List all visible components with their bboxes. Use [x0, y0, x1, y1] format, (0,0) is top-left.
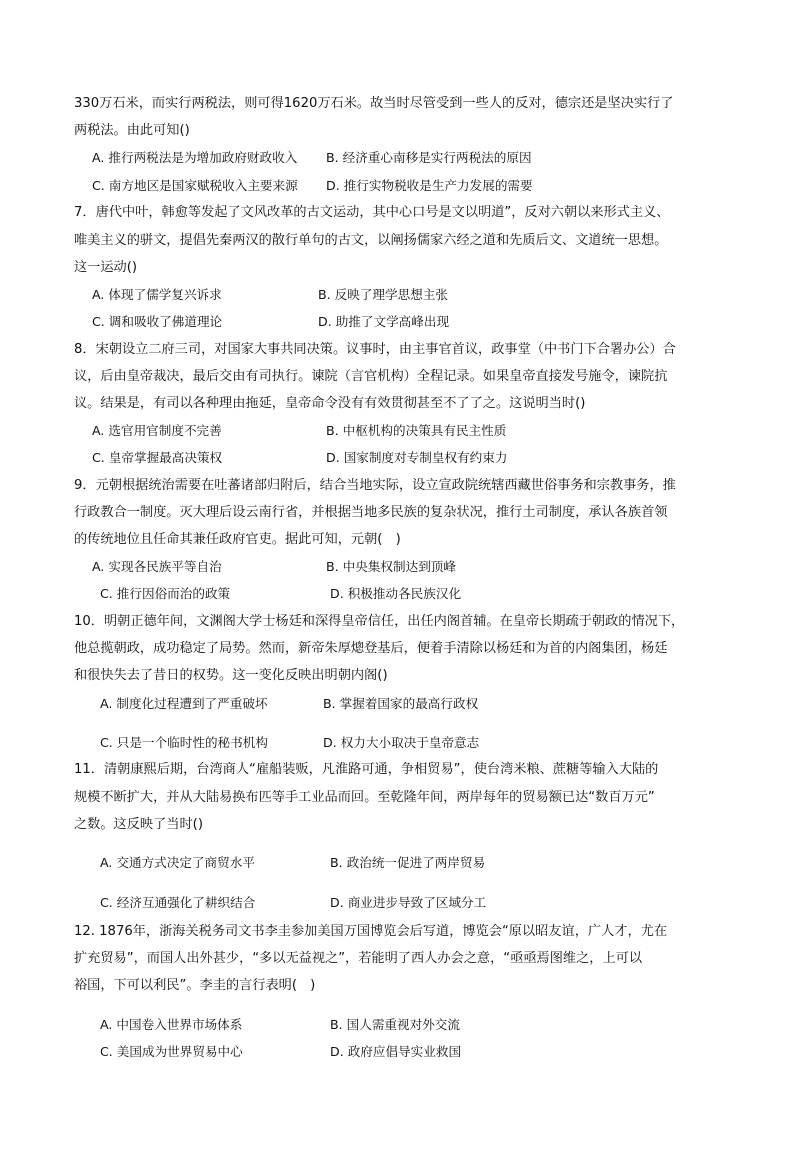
q10-stem-line-1: 10．明朝正德年间，文渊阁大学士杨廷和深得皇帝信任，出任内阁首辅。在皇帝长期疏于朝政的情况下， [74, 614, 685, 629]
q7-option-c: C. 调和吸收了佛道理论 [92, 314, 223, 329]
q6-stem-line-1: 330万石米，而实行两税法，则可得1620万石米。故当时尽管受到一些人的反对，德宗还是坚决实行了 [74, 96, 674, 111]
q9-option-a: A. 实现各民族平等自治 [92, 559, 222, 574]
q12-option-b: B. 国人需重视对外交流 [330, 1017, 460, 1032]
q8-stem-line-1: 8．宋朝设立二府三司，对国家大事共同决策。议事时，由主事官首议，政事堂（中书门下合署办公）合 [74, 342, 676, 357]
q10-stem-line-2: 他总揽朝政，成功稳定了局势。然而，新帝朱厚熜登基后，便着手清除以杨廷和为首的内阁集团，杨廷 [74, 641, 668, 656]
q10-option-c: C. 只是一个临时性的秘书机构 [100, 735, 268, 750]
q7-stem-line-3: 这一运动() [74, 260, 138, 275]
q8-option-a: A. 选官用官制度不完善 [92, 423, 222, 438]
q11-option-b: B. 政治统一促进了两岸贸易 [330, 855, 486, 870]
q6-option-b: B. 经济重心南移是实行两税法的原因 [326, 150, 532, 165]
q9-stem-line-2: 行政教合一制度。灭大理后设云南行省，并根据当地多民族的复杂状况，推行土司制度，承认各族首领 [74, 505, 668, 520]
q10-option-d: D. 权力大小取决于皇帝意志 [323, 735, 480, 750]
q11-stem-line-3: 之数。这反映了当时() [74, 817, 203, 832]
q6-stem-line-2: 两税法。由此可知() [74, 123, 190, 138]
q7-option-d: D. 助推了文学高峰出现 [318, 314, 450, 329]
q11-stem-line-1: 11．清朝康熙后期，台湾商人“雇船装贩，凡淮路可通，争相贸易”，使台湾米粮、蔗糖等输入大陆的 [74, 762, 659, 777]
q9-option-c: C. 推行因俗而治的政策 [100, 586, 231, 601]
q8-stem-line-3: 议。结果是，有司以各种理由拖延，皇帝命令没有有效贯彻甚至不了了之。这说明当时() [74, 396, 586, 411]
q8-stem-line-2: 议，后由皇帝裁决，最后交由有司执行。谏院（言官机构）全程记录。如果皇帝直接发号施令，谏院抗 [74, 369, 668, 384]
q10-option-a: A. 制度化过程遭到了严重破坏 [100, 696, 268, 711]
q11-option-a: A. 交通方式决定了商贸水平 [100, 855, 255, 870]
q9-stem-line-3: 的传统地位且任命其兼任政府官吏。据此可知，元朝( ) [74, 532, 401, 547]
q6-option-d: D. 推行实物税收是生产力发展的需要 [326, 178, 533, 193]
q7-option-a: A. 体现了儒学复兴诉求 [92, 287, 222, 302]
q6-option-c: C. 南方地区是国家赋税收入主要来源 [92, 178, 298, 193]
q10-option-b: B. 掌握着国家的最高行政权 [323, 696, 479, 711]
q8-option-c: C. 皇帝掌握最高决策权 [92, 450, 223, 465]
q9-option-d: D. 积极推动各民族汉化 [330, 586, 462, 601]
q11-option-c: C. 经济互通强化了耕织结合 [100, 895, 256, 910]
q8-option-d: D. 国家制度对专制皇权有约束力 [326, 450, 508, 465]
q10-stem-line-3: 和很快失去了昔日的权势。这一变化反映出明朝内阁() [74, 668, 388, 683]
q12-option-c: C. 美国成为世界贸易中心 [100, 1044, 243, 1059]
q9-option-b: B. 中央集权制达到顶峰 [326, 559, 456, 574]
q12-stem-line-3: 裕国，下可以利民”。李圭的言行表明( ) [74, 978, 316, 993]
q7-option-b: B. 反映了理学思想主张 [318, 287, 448, 302]
q7-stem-line-1: 7．唐代中叶，韩愈等发起了文风改革的古文运动，其中心口号是文以明道”，反对六朝以来形式主义、 [74, 205, 670, 220]
q12-option-d: D. 政府应倡导实业救国 [330, 1044, 462, 1059]
q9-stem-line-1: 9．元朝根据统治需要在吐蕃诸部归附后，结合当地实际，设立宣政院统辖西藏世俗事务和宗教事务，推 [74, 478, 676, 493]
q12-stem-line-2: 扩充贸易”，而国人出外甚少，“多以无益视之”，若能明了西人办会之意，“亟亟焉图维之，上可以 [74, 951, 643, 966]
q7-stem-line-2: 唯美主义的骈文，提倡先秦两汉的散行单句的古文，以阐扬儒家六经之道和先质后文、文道统一思想。 [74, 233, 668, 248]
q6-option-a: A. 推行两税法是为增加政府财政收入 [92, 150, 298, 165]
q8-option-b: B. 中枢机构的决策具有民主性质 [326, 423, 507, 438]
q12-option-a: A. 中国卷入世界市场体系 [100, 1017, 243, 1032]
q11-stem-line-2: 规模不断扩大，并从大陆易换布匹等手工业品而回。至乾隆年间，两岸每年的贸易额已达“数百万元” [74, 790, 655, 805]
q11-option-d: D. 商业进步导致了区域分工 [330, 895, 487, 910]
q12-stem-line-1: 12. 1876年，浙海关税务司文书李圭参加美国万国博览会后写道，博览会“原以昭友谊，广人才，尤在 [74, 924, 668, 939]
